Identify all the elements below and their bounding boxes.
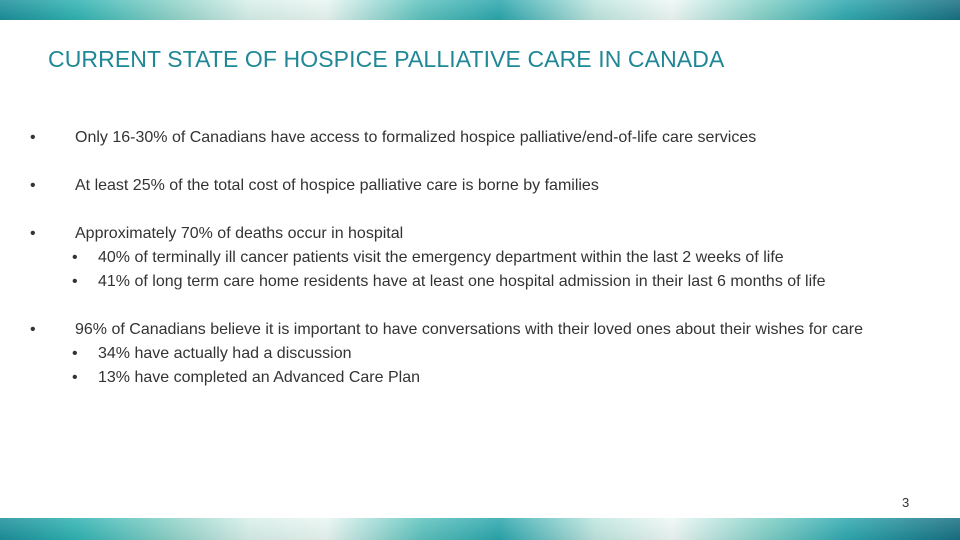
sub-bullet-icon: • bbox=[72, 345, 78, 362]
bullet-icon: • bbox=[30, 321, 36, 338]
bullet-icon: • bbox=[30, 225, 36, 242]
sub-bullet-text: 34% have actually had a discussion bbox=[98, 345, 352, 362]
sub-bullet-text: 41% of long term care home residents have at least one hospital admission in their last 6 months of life bbox=[98, 273, 826, 290]
bullet-text: Only 16-30% of Canadians have access to formalized hospice palliative/end-of-life care services bbox=[75, 129, 757, 146]
bullet-item-cost bbox=[30, 174, 910, 198]
sub-bullet-text: 40% of terminally ill cancer patients visit the emergency department within the last 2 weeks of life bbox=[98, 249, 784, 266]
sub-bullet-icon: • bbox=[72, 249, 78, 266]
sub-bullet-text: 13% have completed an Advanced Care Plan bbox=[98, 369, 420, 386]
sub-bullet-item-long-term-care bbox=[30, 270, 910, 294]
bullet-text: 96% of Canadians believe it is important to have conversations with their loved ones about their wishes for care bbox=[75, 321, 863, 338]
bottom-decorative-band bbox=[0, 518, 960, 540]
slide-title: CURRENT STATE OF HOSPICE PALLIATIVE CARE IN CANADA bbox=[48, 46, 725, 72]
bullet-icon: • bbox=[30, 177, 36, 194]
top-decorative-band bbox=[0, 0, 960, 20]
sub-bullet-icon: • bbox=[72, 369, 78, 386]
sub-bullet-item-care-plan bbox=[30, 366, 910, 390]
page-number: 3 bbox=[902, 495, 910, 510]
bullet-text: At least 25% of the total cost of hospice palliative care is borne by families bbox=[75, 177, 599, 194]
bullet-item-access bbox=[30, 126, 910, 150]
sub-bullet-item-emergency bbox=[30, 246, 910, 270]
sub-bullet-item-discussion bbox=[30, 342, 910, 366]
sub-bullet-icon: • bbox=[72, 273, 78, 290]
bullet-icon: • bbox=[30, 129, 36, 146]
bullet-item-hospital-deaths bbox=[30, 222, 910, 246]
bullet-list bbox=[30, 126, 910, 390]
bullet-item-conversations bbox=[30, 318, 910, 342]
bullet-text: Approximately 70% of deaths occur in hospital bbox=[75, 225, 404, 242]
